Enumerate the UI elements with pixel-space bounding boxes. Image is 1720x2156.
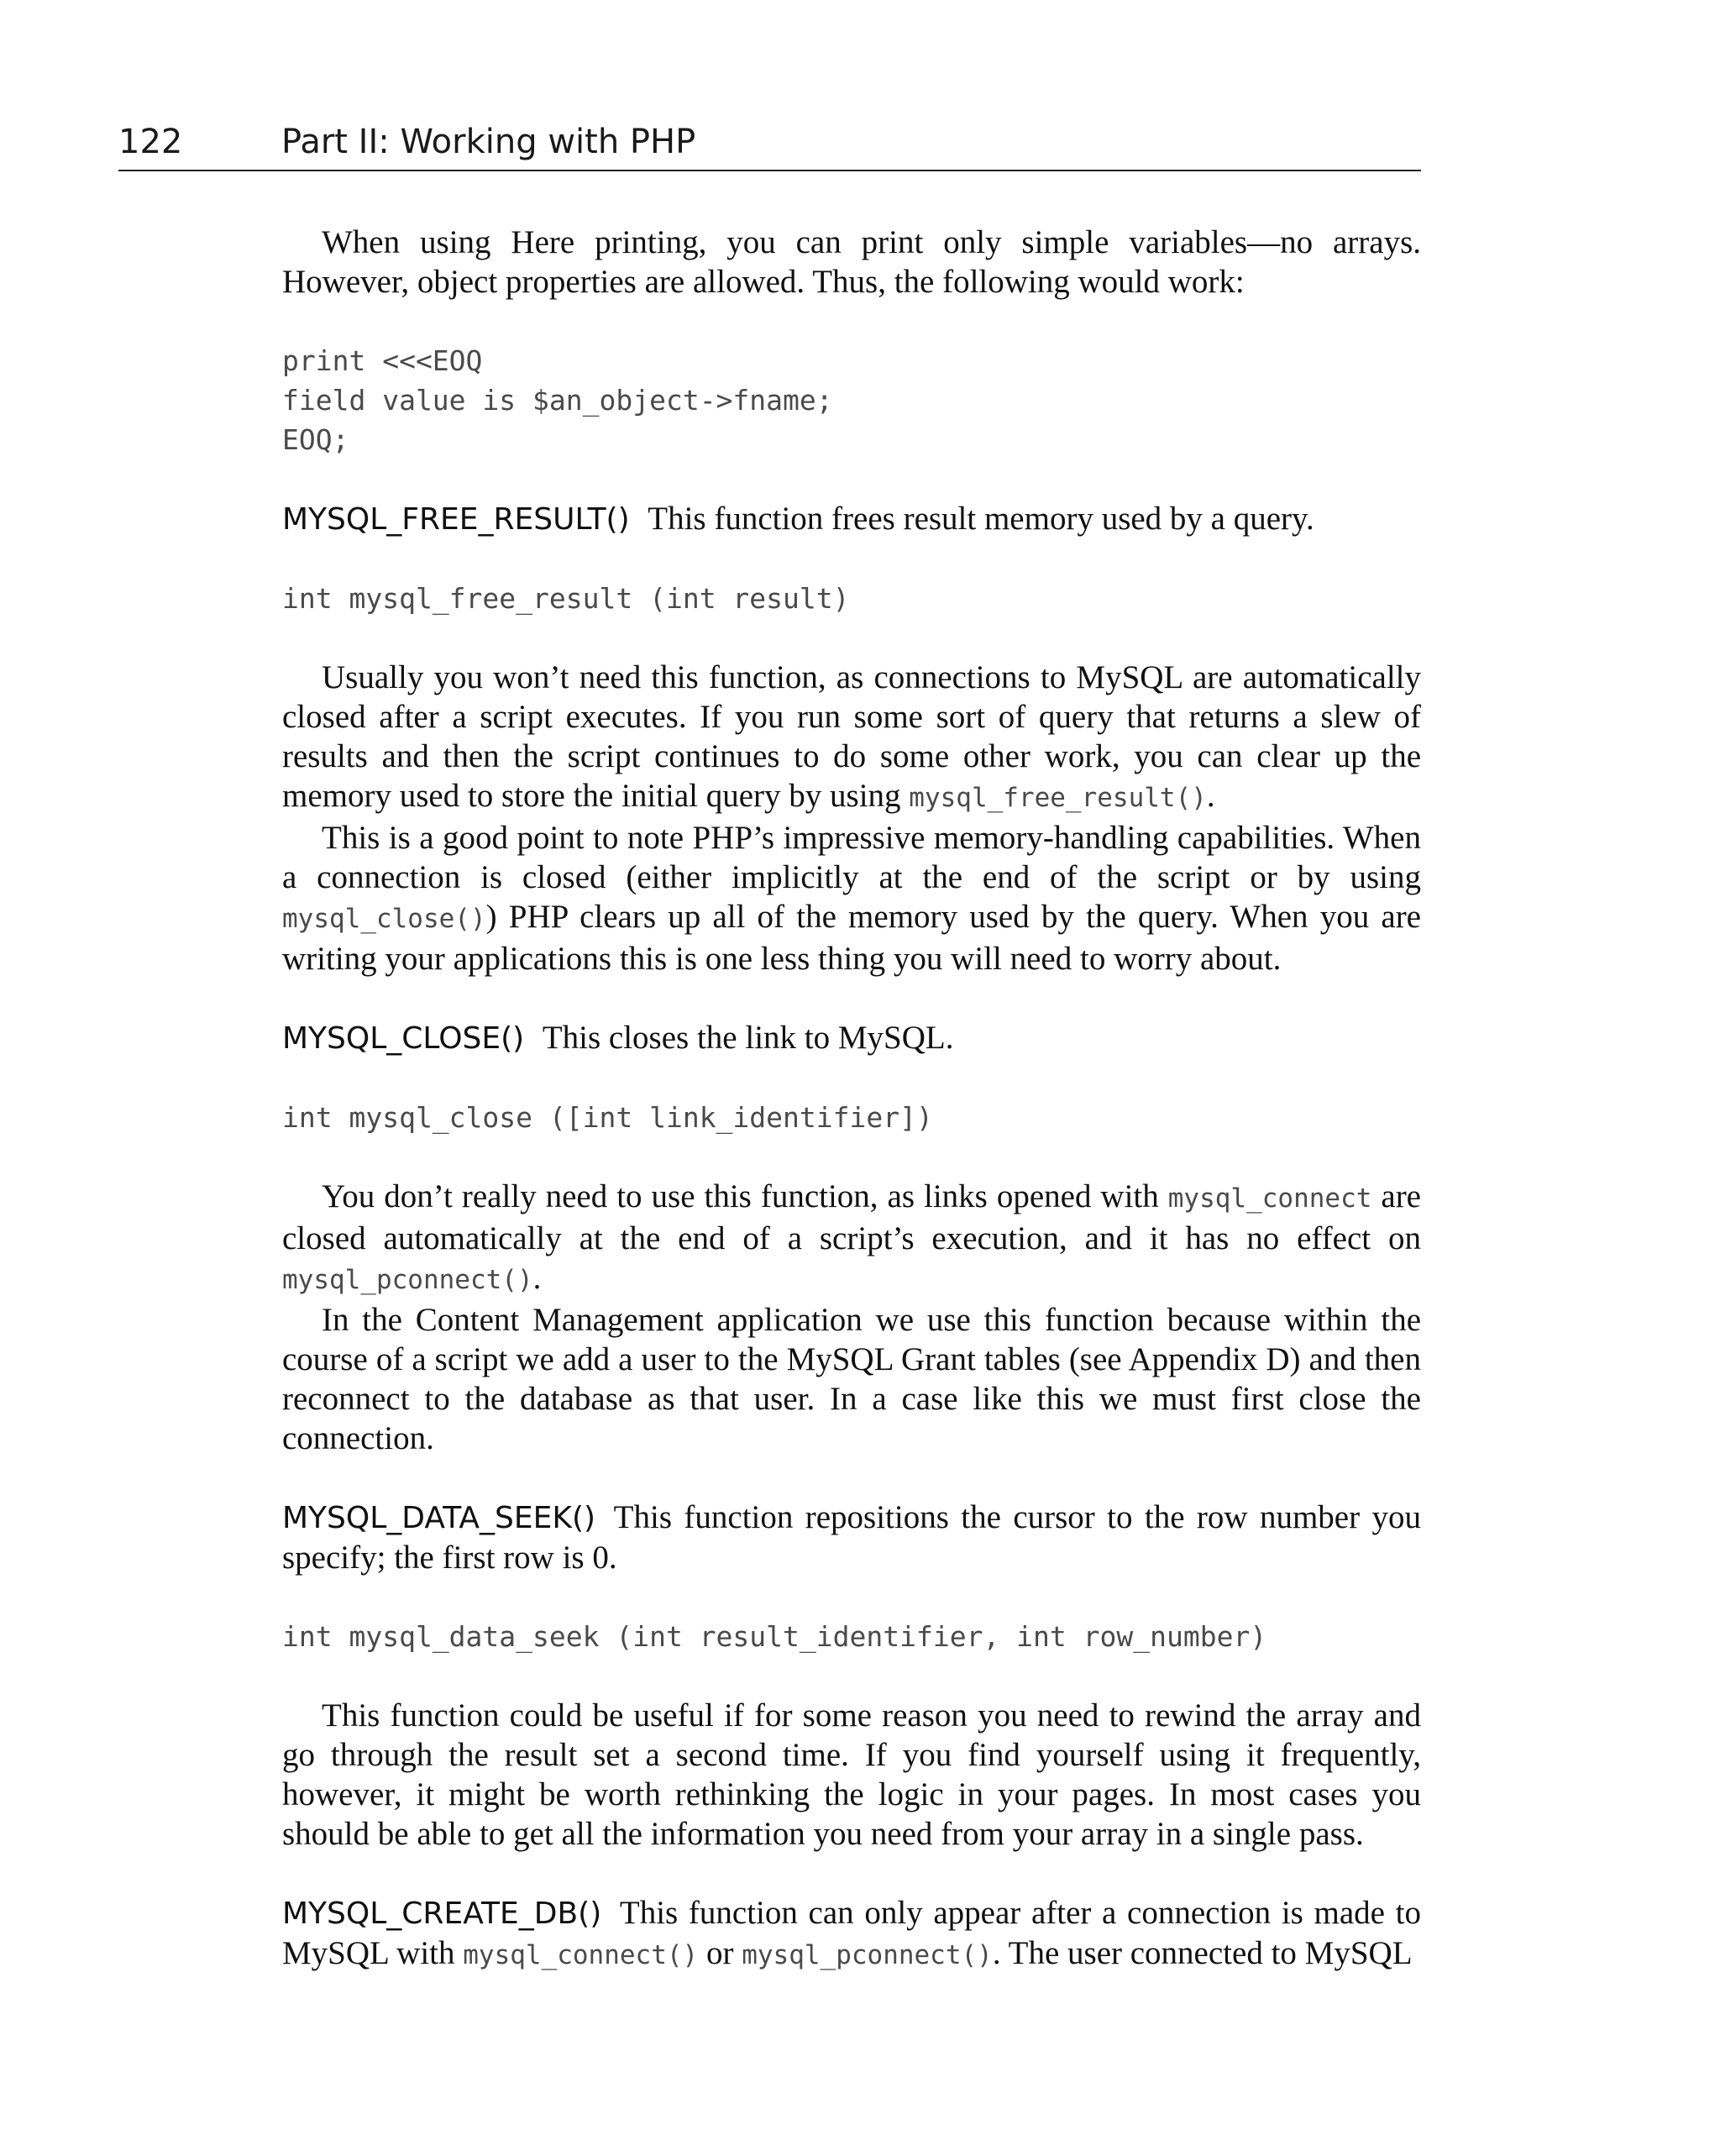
function-name: MYSQL_CREATE_DB() <box>282 1896 602 1931</box>
code-block-close: int mysql_close ([int link_identifier]) <box>282 1101 933 1134</box>
function-heading-create-db: MYSQL_CREATE_DB() This function can only appear after a connection is made to MySQL with mysql_connect() or mysql_pconnect(). The user connected to MySQL <box>282 1895 1421 1971</box>
function-name: MYSQL_DATA_SEEK() <box>282 1501 596 1535</box>
paragraph: This is a good point to note PHP’s impressive memory-handling capabilities. When a connection is closed (either implicitly at the end of the script or by using mysql_close()) PHP clears up all of the memory used by the query. When you are writing your applications this is one less thing you will need to worry about. <box>282 820 1421 977</box>
function-name: MYSQL_CLOSE() <box>282 1021 525 1056</box>
inline-code: mysql_connect <box>1167 1183 1372 1214</box>
inline-code: mysql_pconnect() <box>742 1940 993 1970</box>
code-block-here-print: print <<<EOQ field value is $an_object->fname; EOQ; <box>282 344 833 456</box>
page-body <box>282 223 1421 1975</box>
inline-code: mysql_close() <box>282 904 486 934</box>
function-heading-data-seek: MYSQL_DATA_SEEK() This function repositions the cursor to the row number you specify; the first row is 0. <box>282 1499 1421 1576</box>
inline-code: mysql_connect() <box>463 1940 699 1970</box>
here-printing-paragraph: When using Here printing, you can print only simple variables—no arrays. However, object properties are allowed. Thus, the following would work: <box>282 224 1421 300</box>
code-block-data-seek: int mysql_data_seek (int result_identifier, int row_number) <box>282 1620 1267 1653</box>
function-heading-free-result: MYSQL_FREE_RESULT() This function frees result memory used by a query. <box>282 501 1314 537</box>
code-block-free-result: int mysql_free_result (int result) <box>282 582 850 615</box>
paragraph: In the Content Management application we use this function because within the course of a script we add a user to the MySQL Grant tables (see Appendix D) and then reconnect to the database as that user. In a case like this we must first close the connection. <box>282 1302 1421 1456</box>
paragraph: You don’t really need to use this function, as links opened with mysql_connect are closed automatically at the end of a script’s execution, and it has no effect on mysql_pconnect(). <box>282 1178 1421 1296</box>
paragraph: Usually you won’t need this function, as connections to MySQL are automatically closed after a script executes. If you run some sort of query that returns a slew of results and then the script continues to do some other work, you can clear up the memory used to store the initial query by using mysql_free_result(). <box>282 659 1421 814</box>
paragraph: This function could be useful if for some reason you need to rewind the array and go through the result set a second time. If you find yourself using it frequently, however, it might be worth rethinking the logic in your pages. In most cases you should be able to get all the information you need from your array in a single pass. <box>282 1697 1421 1852</box>
function-heading-close: MYSQL_CLOSE() This closes the link to MySQL. <box>282 1020 954 1056</box>
inline-code: mysql_pconnect() <box>282 1265 533 1295</box>
page-number: 122 <box>118 123 183 161</box>
running-header <box>118 119 1421 171</box>
function-name: MYSQL_FREE_RESULT() <box>282 502 630 537</box>
inline-code: mysql_free_result() <box>909 783 1207 813</box>
part-title: Part II: Working with PHP <box>281 123 696 161</box>
